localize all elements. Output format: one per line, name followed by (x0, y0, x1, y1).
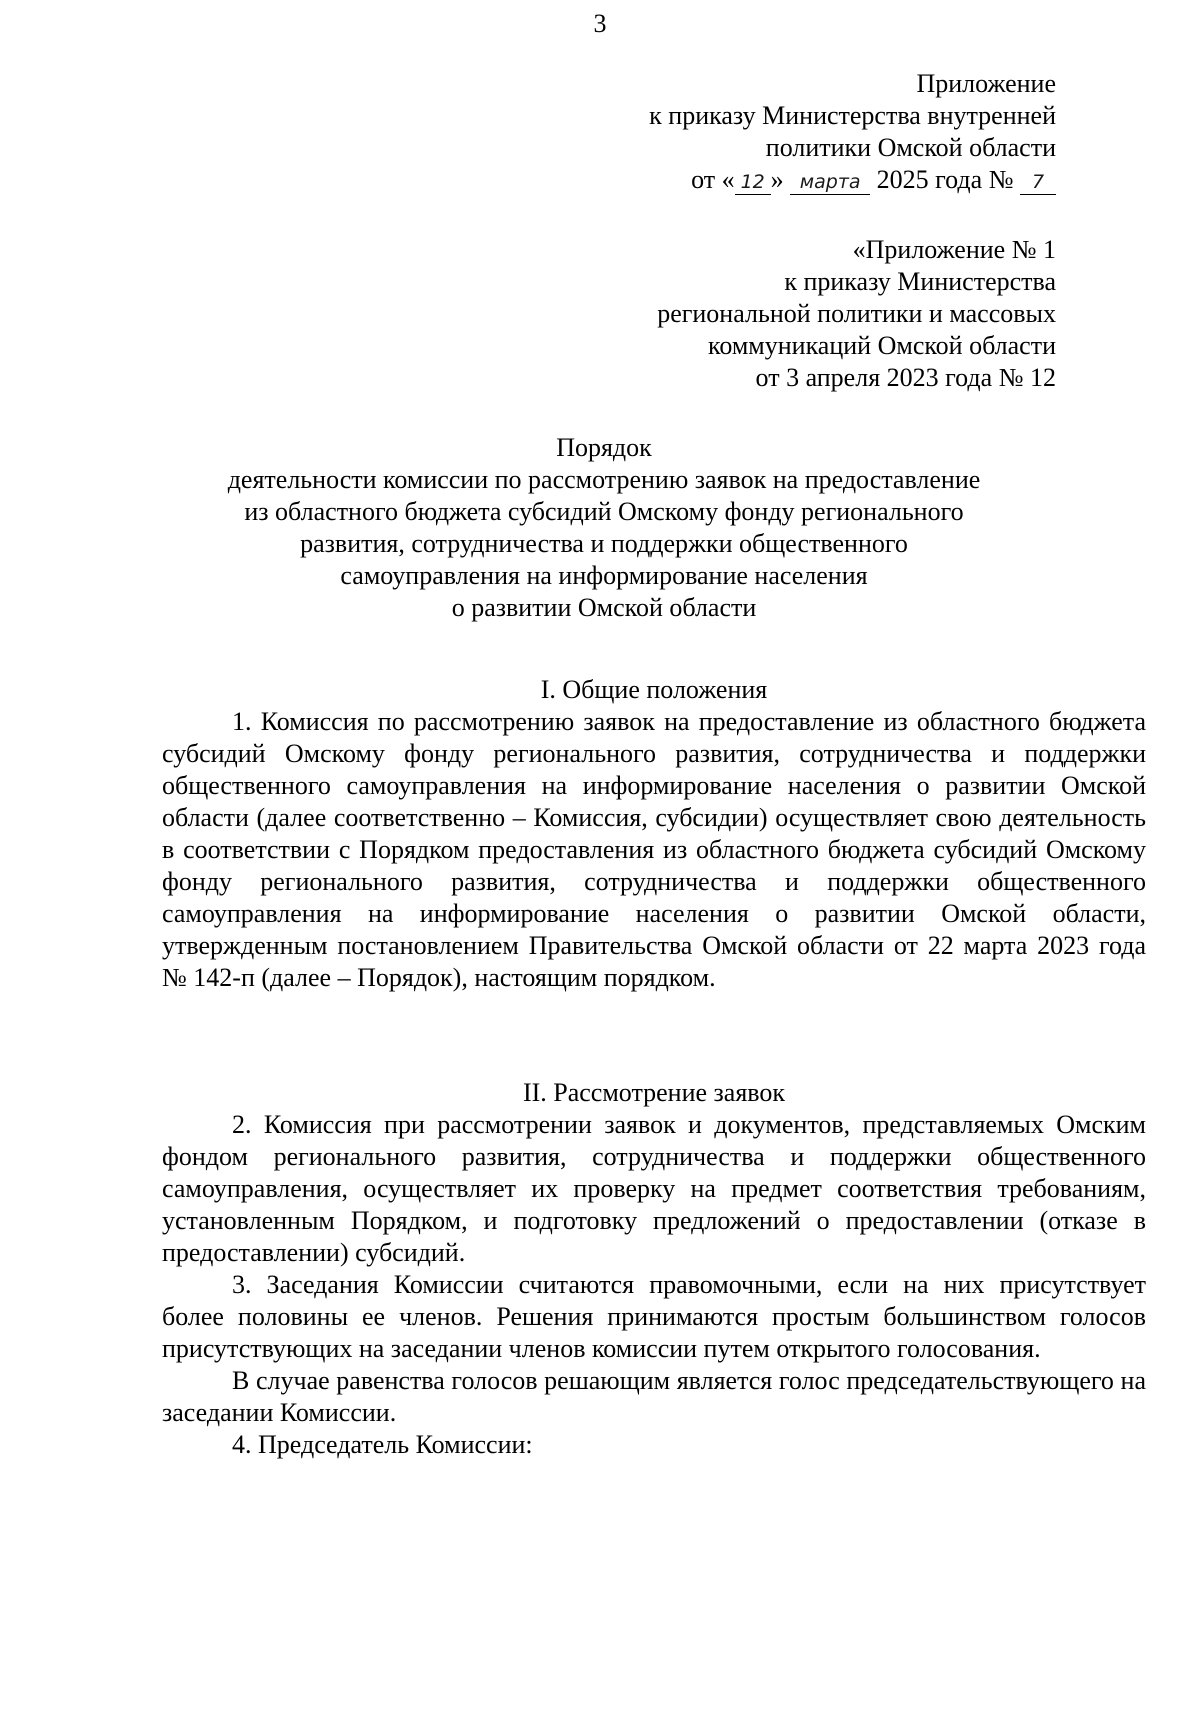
handwritten-month: марта (790, 170, 870, 195)
title-heading: Порядок (556, 433, 652, 462)
appendix-title: Приложение (916, 69, 1056, 98)
handwritten-day: 12 (735, 170, 771, 195)
original-appendix-header (657, 234, 1056, 394)
date-prefix: от « (691, 165, 735, 194)
paragraph-2: 2. Комиссия при рассмотрении заявок и документов, представляемых Омским фондом регионального развития, сотрудничества и поддержки общественного самоуправления, осуществляет их проверку на предмет соответствия требованиям, установленным Порядком, и подготовку предложений о предоставлении (отказе в предоставлении) субсидий. (162, 1110, 1146, 1267)
title-line: из областного бюджета субсидий Омскому фонду регионального (244, 497, 964, 526)
date-year: 2025 года № (876, 165, 1014, 194)
paragraph-3-tie-vote: В случае равенства голосов решающим является голос председательствующего на заседании Комиссии. (162, 1366, 1146, 1427)
page-number: 3 (593, 9, 607, 38)
title-line: самоуправления на информирование населения (340, 561, 868, 590)
paragraph-3: 3. Заседания Комиссии считаются правомочными, если на них присутствует более половины ее членов. Решения принимаются простым большинством голосов присутствующих на заседании членов комиссии путем открытого голосования. (162, 1270, 1146, 1363)
appendix-date-line (649, 164, 1056, 196)
original-appendix-date-line: от 3 апреля 2023 года № 12 (755, 363, 1056, 392)
appendix-ministry-line: политики Омской области (765, 133, 1056, 162)
section-review-of-applications (162, 1077, 1146, 1461)
original-appendix-order-line: к приказу Министерства (784, 267, 1056, 296)
title-line: о развитии Омской области (451, 593, 757, 622)
document-title (150, 432, 1058, 624)
paragraph-1: 1. Комиссия по рассмотрению заявок на предоставление из областного бюджета субсидий Омскому фонду регионального развития, сотрудничества и поддержки общественного самоуправления на информирование населения о развитии Омской области (далее соответственно – Комиссия, субсидии) осуществляет свою деятельность в соответствии с Порядком предоставления из областного бюджета субсидий Омскому фонду регионального развития, сотрудничества и поддержки общественного самоуправления на информирование населения о развитии Омской области, утвержденным постановлением Правительства Омской области от 22 марта 2023 года № 142-п (далее – Порядок), настоящим порядком. (162, 707, 1146, 992)
appendix-order-line: к приказу Министерства внутренней (649, 101, 1056, 130)
title-line: развития, сотрудничества и поддержки общественного (300, 529, 908, 558)
title-line: деятельности комиссии по рассмотрению заявок на предоставление (227, 465, 981, 494)
original-appendix-title: «Приложение № 1 (852, 235, 1056, 264)
original-appendix-ministry-line-2: коммуникаций Омской области (708, 331, 1056, 360)
appendix-header (649, 68, 1056, 196)
handwritten-order-number: 7 (1020, 170, 1056, 195)
section-heading: II. Рассмотрение заявок (522, 1078, 786, 1107)
paragraph-4: 4. Председатель Комиссии: (232, 1430, 533, 1459)
section-general-provisions (162, 674, 1146, 994)
original-appendix-ministry-line: региональной политики и массовых (657, 299, 1056, 328)
section-heading: I. Общие положения (540, 675, 768, 704)
date-mid: » (770, 165, 784, 194)
